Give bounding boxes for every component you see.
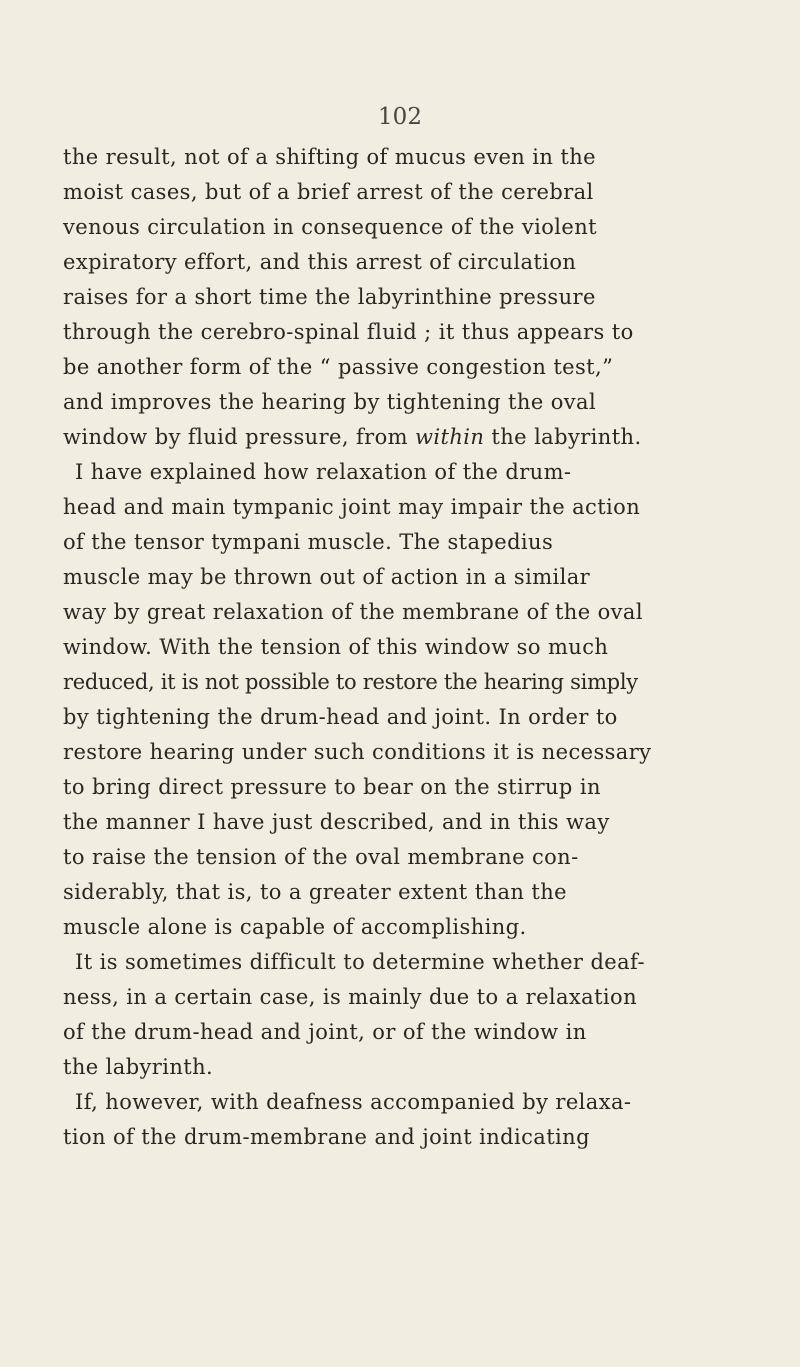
text-line: siderably, that is, to a greater extent than the — [63, 880, 567, 904]
text-line: muscle alone is capable of accomplishing. — [63, 915, 527, 939]
text-line: to bring direct pressure to bear on the stirrup in — [63, 775, 601, 799]
text-line: by tightening the drum-head and joint. In order to — [63, 705, 618, 729]
text-line: the result, not of a shifting of mucus even in the — [63, 145, 596, 169]
text-line: to raise the tension of the oval membrane con- — [63, 845, 579, 869]
text-line: expiratory effort, and this arrest of circulation — [63, 250, 577, 274]
text-line: muscle may be thrown out of action in a similar — [63, 565, 591, 589]
text-line: of the tensor tympani muscle. The stapedius — [63, 530, 554, 554]
text-line: raises for a short time the labyrinthine pressure — [63, 285, 596, 309]
text-line: the manner I have just described, and in this way — [63, 810, 610, 834]
text-line: restore hearing under such conditions it is necessary — [63, 740, 652, 764]
text-line: window by fluid pressure, from within the labyrinth. — [63, 425, 642, 449]
text-line: window. With the tension of this window so much — [63, 635, 609, 659]
paragraph-start-line: I have explained how relaxation of the drum- — [75, 460, 572, 484]
text-line: tion of the drum-membrane and joint indicating — [63, 1125, 590, 1149]
text-line: reduced, it is not possible to restore the hearing simply — [63, 670, 638, 694]
text-line: of the drum-head and joint, or of the window in — [63, 1020, 587, 1044]
text-line: ness, in a certain case, is mainly due to a relaxation — [63, 985, 638, 1009]
text-line: and improves the hearing by tightening the oval — [63, 390, 597, 414]
paragraph-start-line: It is sometimes difficult to determine whether deaf- — [75, 950, 645, 974]
text-line: be another form of the “ passive congestion test,” — [63, 355, 614, 379]
text-line: venous circulation in consequence of the violent — [63, 215, 597, 239]
body-text — [63, 140, 763, 1155]
text-line: moist cases, but of a brief arrest of the cerebral — [63, 180, 594, 204]
text-line: head and main tympanic joint may impair the action — [63, 495, 641, 519]
text-line: the labyrinth. — [63, 1055, 214, 1079]
page-number: 102 — [378, 104, 422, 130]
text-line: through the cerebro-spinal fluid ; it thus appears to — [63, 320, 634, 344]
text-line: way by great relaxation of the membrane of the oval — [63, 600, 643, 624]
paragraph-start-line: If, however, with deafness accompanied by relaxa- — [75, 1090, 632, 1114]
